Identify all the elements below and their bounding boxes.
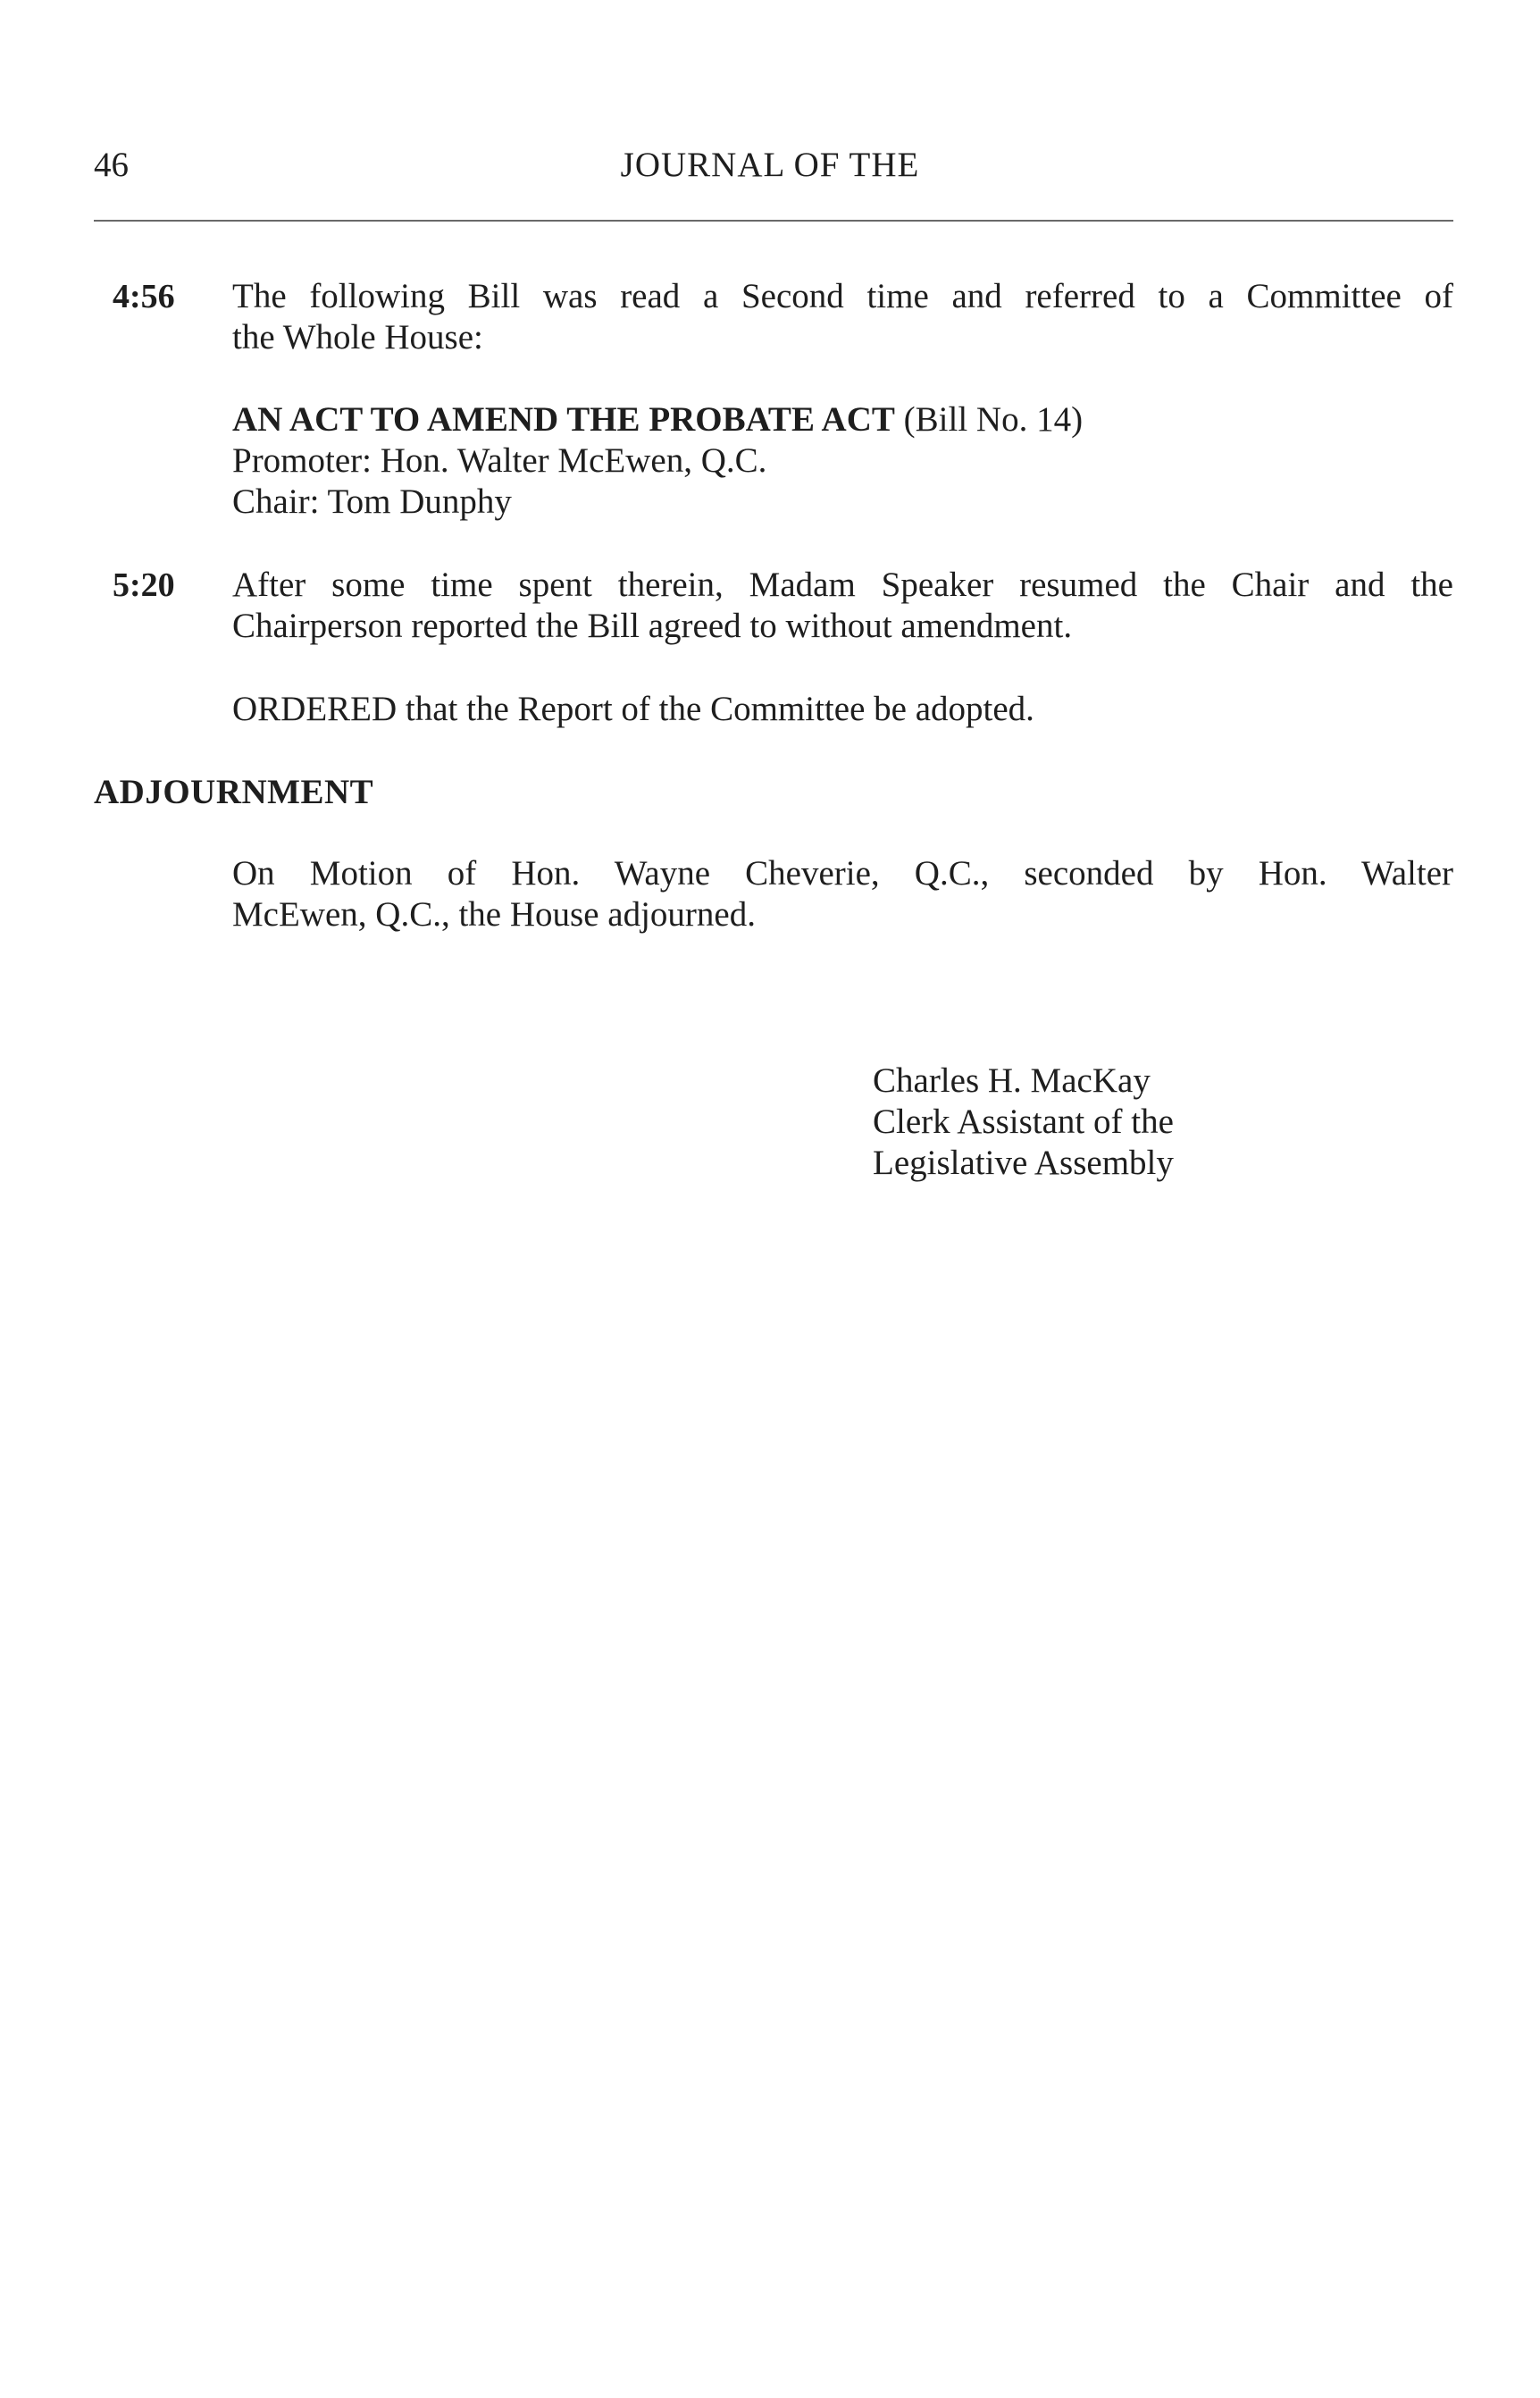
entry-456-line-1: The following Bill was read a Second time and referred to a Committee of	[232, 277, 1453, 315]
entry-520-line-1: After some time spent therein, Madam Speaker resumed the Chair and the	[232, 566, 1453, 604]
entry-520-line-2: Chairperson reported the Bill agreed to without amendment.	[232, 607, 1073, 645]
header-divider	[94, 220, 1453, 222]
adjournment-line-1: On Motion of Hon. Wayne Cheverie, Q.C., seconded by Hon. Walter	[232, 854, 1453, 893]
ordered-text	[232, 689, 1453, 730]
signature-name: Charles H. MacKay	[873, 1061, 1151, 1100]
adjournment-line-2: McEwen, Q.C., the House adjourned.	[232, 895, 756, 934]
bill-number: (Bill No. 14)	[894, 400, 1084, 439]
signature-title-line-1: Clerk Assistant of the	[873, 1103, 1174, 1141]
signature-block	[873, 1061, 1174, 1184]
adjournment-text	[232, 853, 1453, 935]
bill-promoter: Promoter: Hon. Walter McEwen, Q.C.	[232, 441, 767, 480]
entry-456-text	[232, 276, 1453, 358]
bill-title-line	[232, 399, 1453, 440]
entry-time-456: 4:56	[113, 278, 175, 315]
bill-block	[232, 399, 1453, 523]
entry-time-520: 5:20	[113, 566, 175, 604]
page-number: 46	[94, 146, 129, 184]
adjournment-heading: ADJOURNMENT	[94, 773, 374, 811]
journal-title: JOURNAL OF THE	[620, 146, 920, 184]
bill-title: AN ACT TO AMEND THE PROBATE ACT	[232, 400, 895, 439]
signature-title-line-2: Legislative Assembly	[873, 1144, 1174, 1182]
bill-chair: Chair: Tom Dunphy	[232, 482, 512, 521]
entry-520-text	[232, 565, 1453, 647]
entry-456-line-2: the Whole House:	[232, 318, 483, 356]
ordered-line: ORDERED that the Report of the Committee be adopted.	[232, 690, 1034, 728]
